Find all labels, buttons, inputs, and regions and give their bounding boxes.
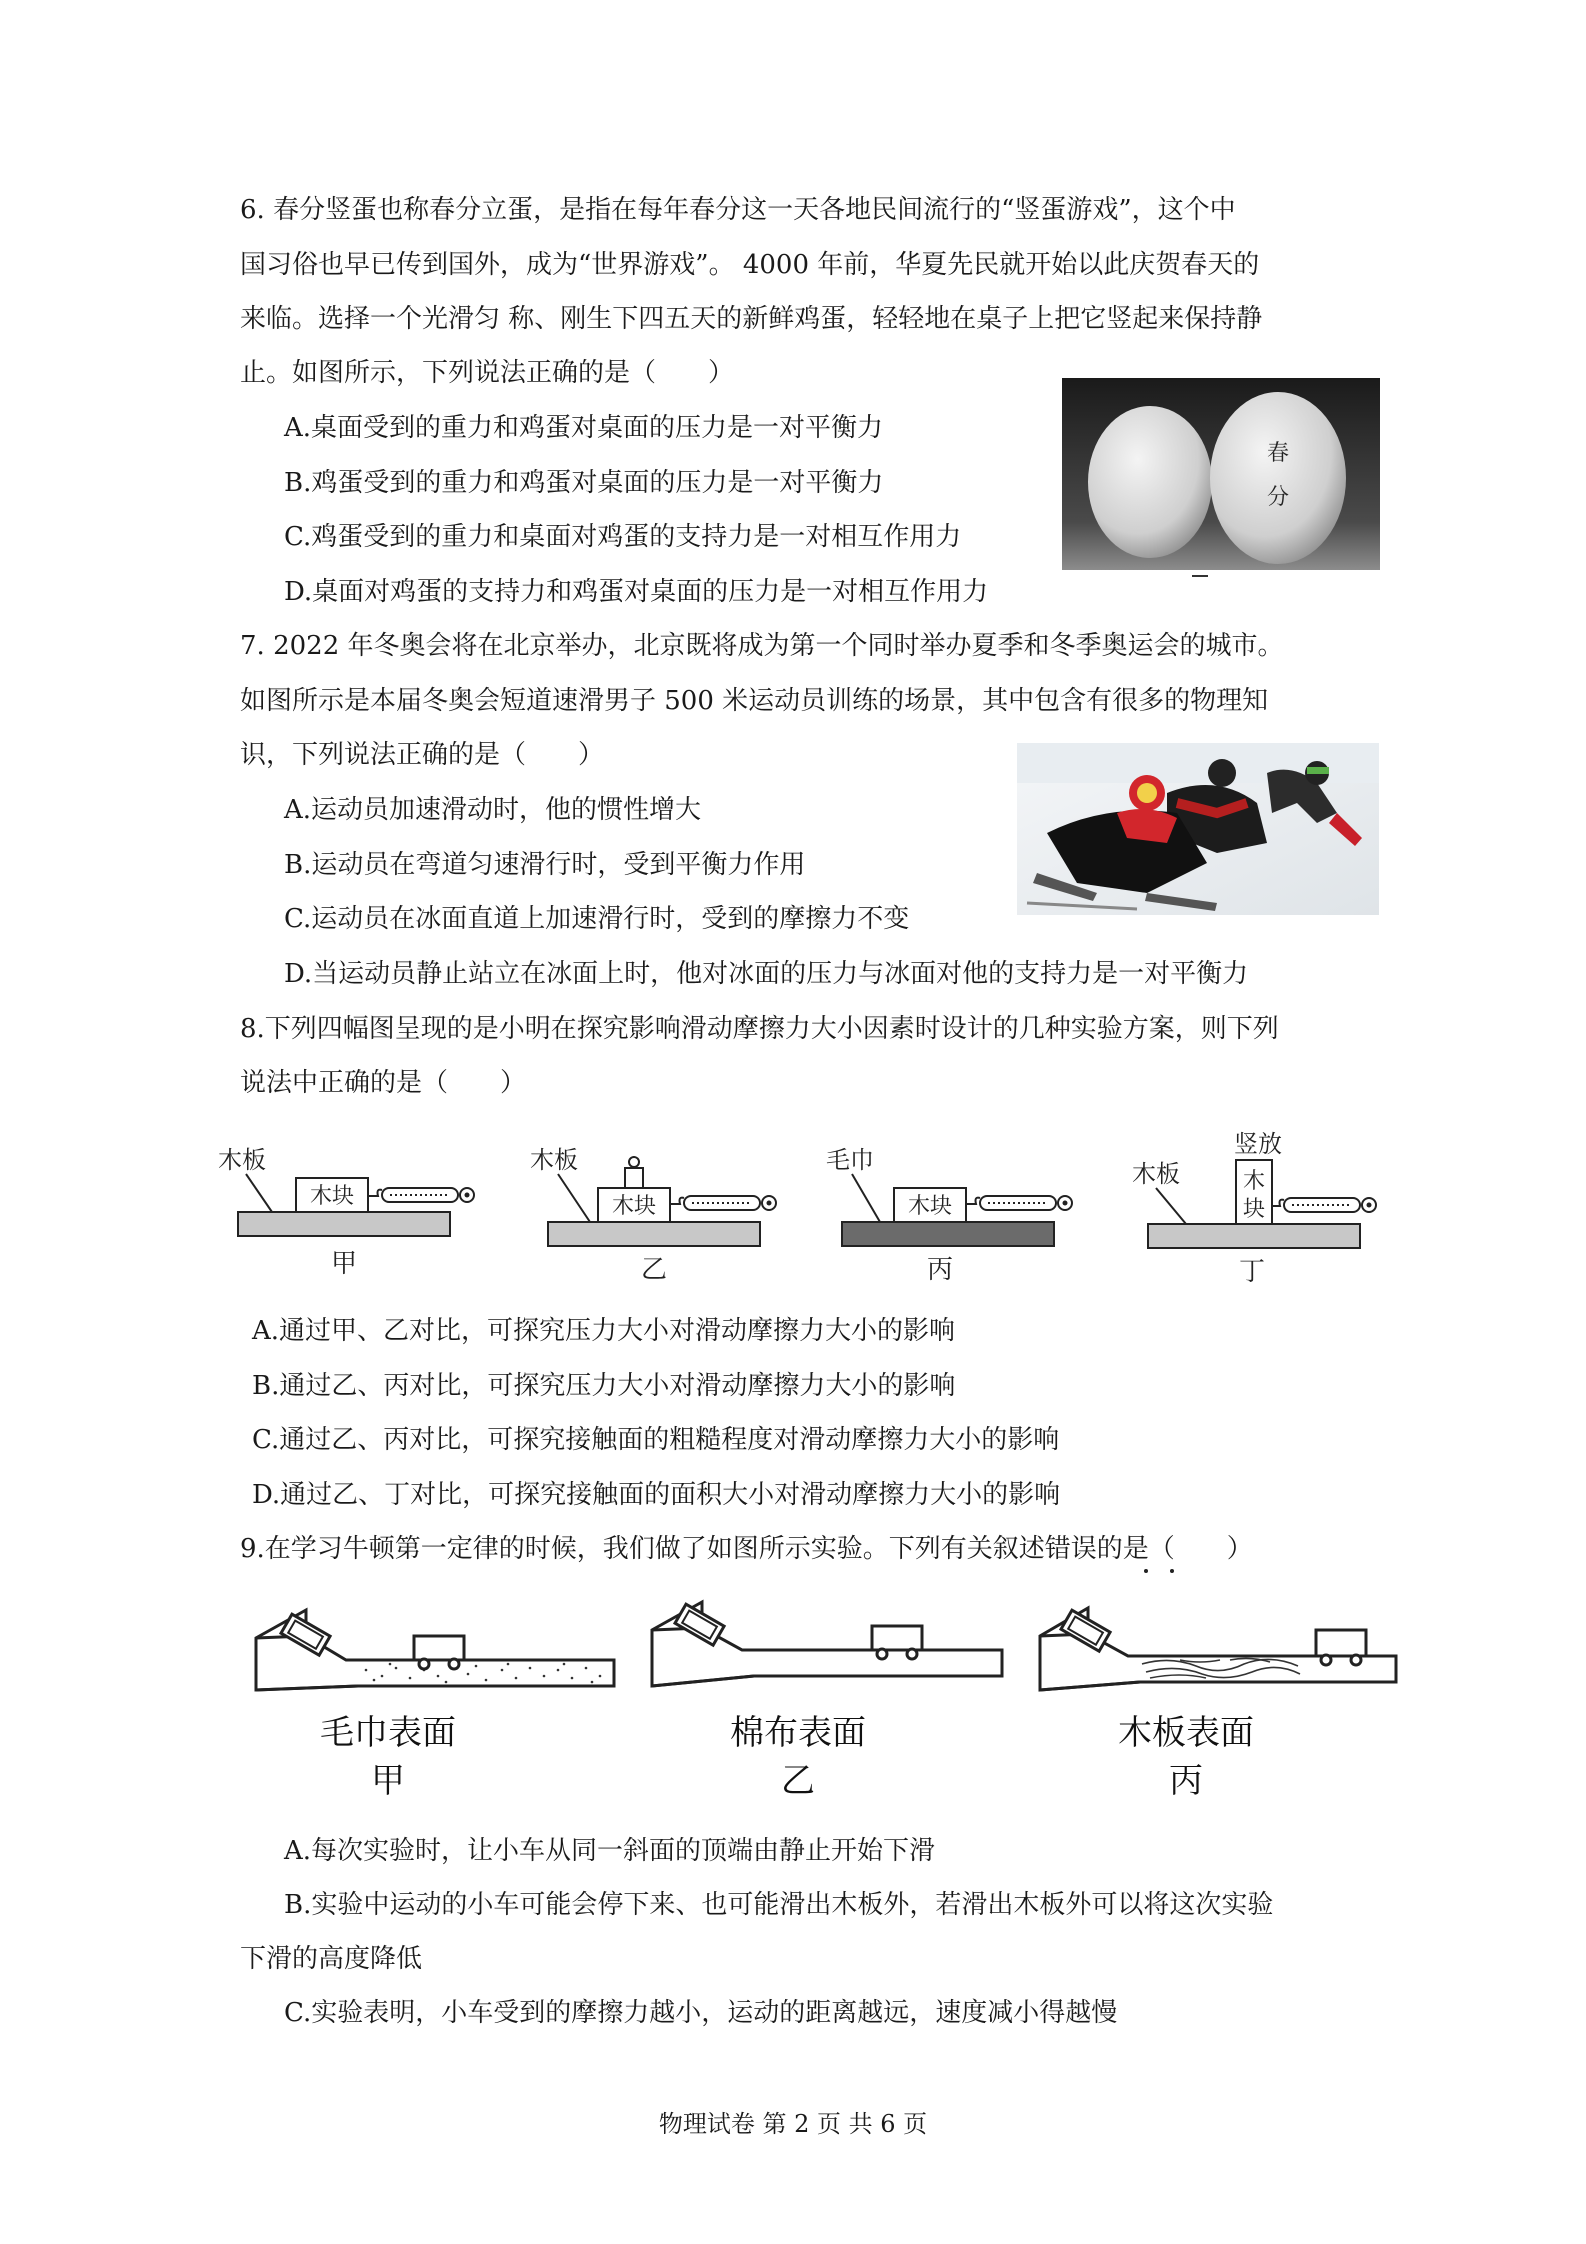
q9-option-b: B.实验中运动的小车可能会停下来、也可能滑出木板外，若滑出木板外可以将这次实验	[284, 1890, 1274, 1920]
bing-surface-caption: 木板表面	[1118, 1713, 1254, 1753]
q6-line-2: 国习俗也早已传到国外，成为“世界游戏”。 4000 年前，华夏先民就开始以此庆贺春天的	[240, 250, 1260, 280]
q9-line-1: 9.在学习牛顿第一定律的时候，我们做了如图所示实验。下列有关叙述错误的是（ ）	[240, 1534, 1253, 1564]
yi-board	[548, 1222, 760, 1246]
q7-option-d: D.当运动员静止站立在冰面上时，他对冰面的压力与冰面对他的支持力是一对平衡力	[284, 959, 1249, 989]
friction-figure-jia	[210, 1138, 490, 1288]
newton-yi-caption: 乙	[781, 1761, 815, 1800]
egg-label-1: 春	[1266, 441, 1290, 466]
ding-caption: 丁	[1238, 1257, 1266, 1287]
q6-line-4: 止。如图所示，下列说法正确的是（ ）	[240, 358, 735, 388]
q9-option-b-cont: 下滑的高度降低	[240, 1944, 423, 1974]
bing-surface-label: 毛巾	[826, 1146, 874, 1174]
bing-caption: 丙	[926, 1255, 954, 1285]
yi-caption: 乙	[640, 1255, 668, 1285]
bing-towel-board	[842, 1222, 1054, 1246]
newton-figure-bing	[1030, 1590, 1402, 1800]
q6-option-a: A.桌面受到的重力和鸡蛋对桌面的压力是一对平衡力	[284, 413, 884, 443]
q9-option-c: C.实验表明，小车受到的摩擦力越小，运动的距离越远，速度减小得越慢	[284, 1998, 1118, 2028]
yi-weight	[625, 1168, 643, 1188]
ding-board	[1148, 1224, 1360, 1248]
q8-line-2: 说法中正确的是（ ）	[240, 1068, 527, 1098]
q7-line-2: 如图所示是本届冬奥会短道速滑男子 500 米运动员训练的场景，其中包含有很多的物理知	[240, 686, 1269, 716]
q8-line-1: 8.下列四幅图呈现的是小明在探究影响滑动摩擦力大小因素时设计的几种实验方案，则下列	[240, 1014, 1279, 1044]
newton-jia-caption: 甲	[371, 1761, 405, 1800]
jia-surface-caption: 毛巾表面	[320, 1713, 456, 1753]
ding-note: 竖放	[1234, 1130, 1282, 1158]
q6-line-1: 6. 春分竖蛋也称春分立蛋，是指在每年春分这一天各地民间流行的“竖蛋游戏”，这个中	[240, 195, 1236, 225]
jia-block-label: 木块	[309, 1184, 355, 1209]
q8-option-c: C.通过乙、丙对比，可探究接触面的粗糙程度对滑动摩擦力大小的影响	[252, 1425, 1060, 1455]
egg-photo	[1062, 378, 1380, 570]
yi-surface-caption: 棉布表面	[730, 1713, 866, 1753]
speed-skating-photo	[1017, 743, 1379, 915]
friction-figure-yi	[528, 1138, 798, 1288]
egg-right	[1210, 392, 1346, 564]
q7-option-c: C.运动员在冰面直道上加速滑行时，受到的摩擦力不变	[284, 904, 910, 934]
q6-option-d: D.桌面对鸡蛋的支持力和鸡蛋对桌面的压力是一对相互作用力	[284, 577, 989, 607]
q6-option-b: B.鸡蛋受到的重力和鸡蛋对桌面的压力是一对平衡力	[284, 468, 884, 498]
jia-board	[238, 1212, 450, 1236]
ding-block-label-bottom: 块	[1242, 1197, 1266, 1222]
q6-option-c: C.鸡蛋受到的重力和桌面对鸡蛋的支持力是一对相互作用力	[284, 522, 962, 552]
jia-caption: 甲	[330, 1249, 358, 1279]
newton-bing-caption: 丙	[1169, 1761, 1203, 1800]
ding-block-label-top: 木	[1242, 1169, 1266, 1194]
q7-line-1: 7. 2022 年冬奥会将在北京举办，北京既将成为第一个同时举办夏季和冬季奥运会的城市。	[240, 631, 1284, 661]
newton-figure-yi	[642, 1590, 1014, 1800]
q6-line-3: 来临。选择一个光滑匀 称、刚生下四五天的新鲜鸡蛋，轻轻地在桌子上把它竖起来保持静	[240, 304, 1263, 334]
emphasis-dot-1	[1144, 1569, 1148, 1573]
yi-surface-label: 木板	[530, 1146, 578, 1174]
q8-option-a: A.通过甲、乙对比，可探究压力大小对滑动摩擦力大小的影响	[252, 1316, 956, 1346]
q9-option-a: A.每次实验时，让小车从同一斜面的顶端由静止开始下滑	[284, 1836, 936, 1866]
yi-block-label: 木块	[611, 1194, 657, 1219]
egg-left	[1088, 406, 1212, 558]
ding-surface-label: 木板	[1132, 1160, 1180, 1188]
page-footer: 物理试卷 第 2 页 共 6 页	[658, 2110, 928, 2138]
egg-photo-underline	[1192, 575, 1208, 577]
jia-surface-label: 木板	[218, 1146, 266, 1174]
friction-figure-ding	[1126, 1122, 1396, 1288]
emphasis-dot-2	[1170, 1569, 1174, 1573]
q8-option-d: D.通过乙、丁对比，可探究接触面的面积大小对滑动摩擦力大小的影响	[252, 1480, 1061, 1510]
q7-option-b: B.运动员在弯道匀速滑行时，受到平衡力作用	[284, 850, 806, 880]
q7-option-a: A.运动员加速滑动时，他的惯性增大	[284, 795, 702, 825]
q8-option-b: B.通过乙、丙对比，可探究压力大小对滑动摩擦力大小的影响	[252, 1371, 956, 1401]
friction-figure-bing	[824, 1138, 1094, 1288]
bing-block-label: 木块	[907, 1194, 953, 1219]
q7-line-3: 识，下列说法正确的是（ ）	[240, 740, 605, 770]
newton-figure-jia	[246, 1590, 618, 1800]
egg-label-2: 分	[1266, 485, 1290, 510]
